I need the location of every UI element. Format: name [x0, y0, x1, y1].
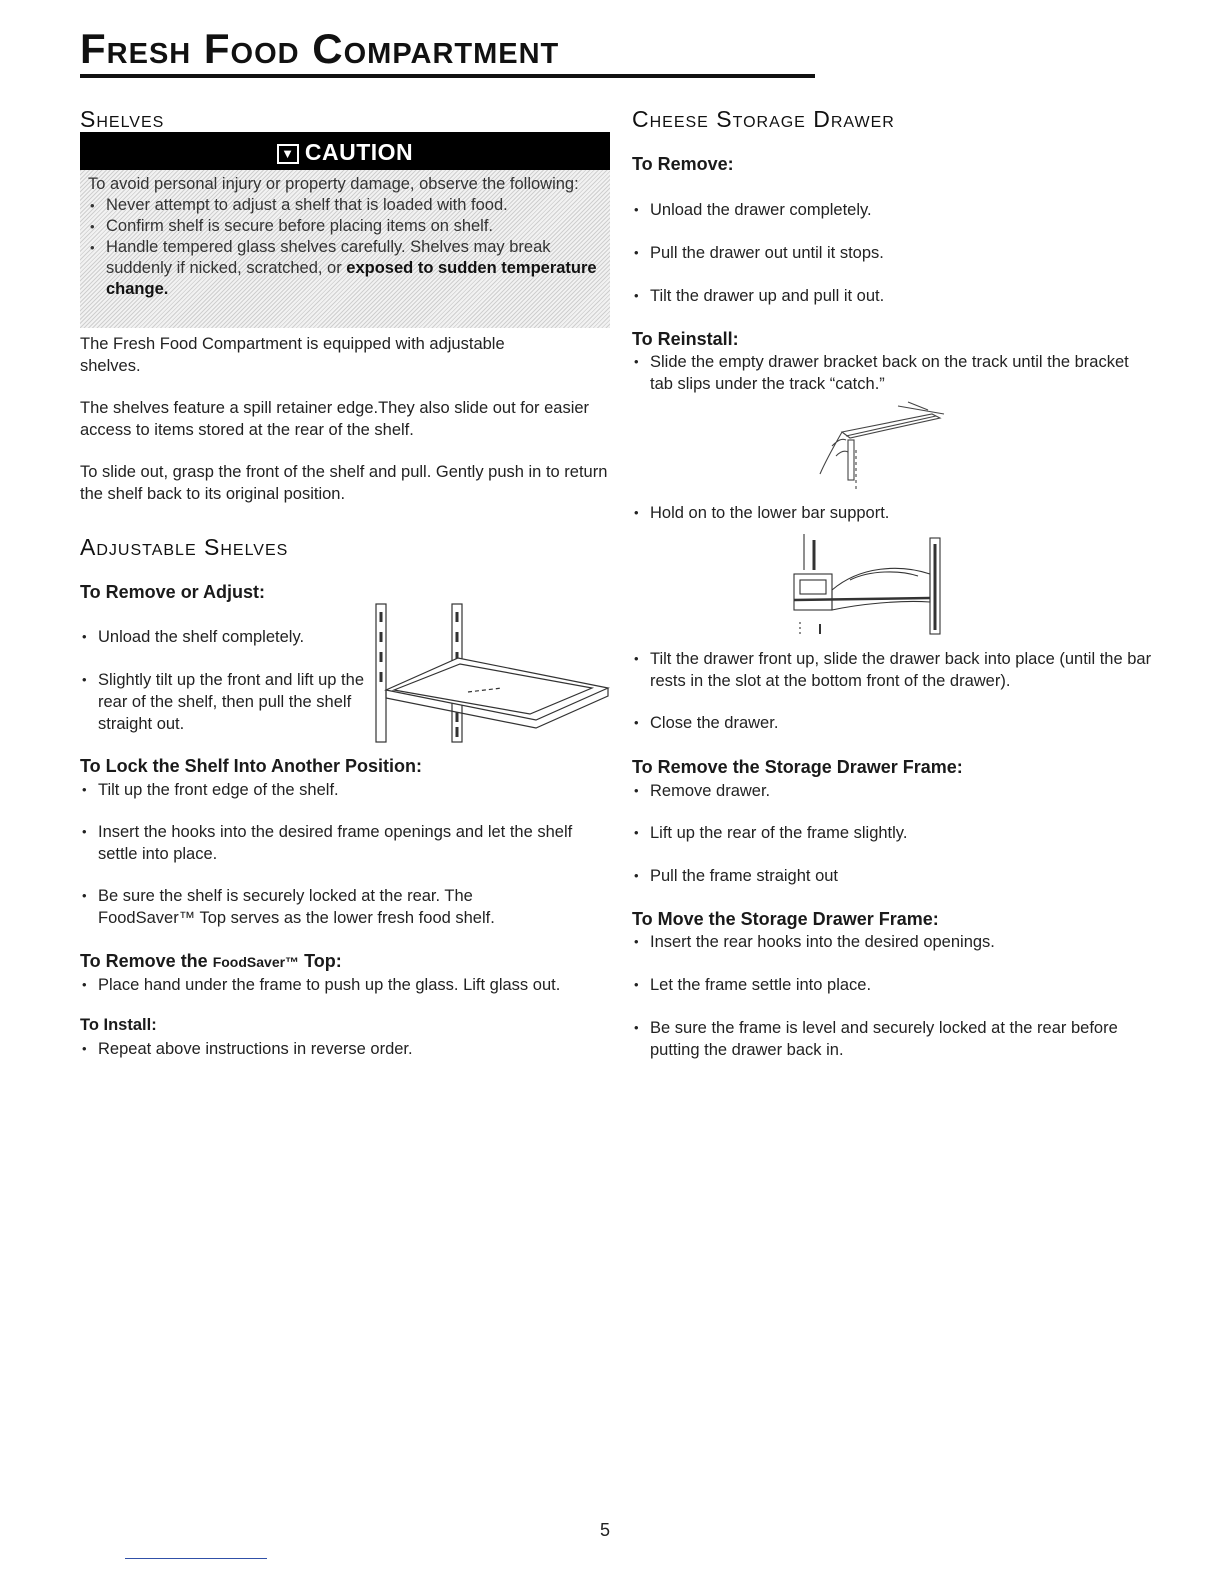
adjustable-shelves-heading: Adjustable Shelves [80, 534, 289, 560]
caution-item: • Handle tempered glass shelves carefully. Shelves may break suddenly if nicked, scratched, or exposed to sudden temperature change. [80, 237, 610, 300]
list-item: • Repeat above instructions in reverse order. [80, 1038, 598, 1060]
list-item: • Unload the shelf completely. [80, 626, 378, 648]
list-item: • Tilt up the front edge of the shelf. [80, 779, 598, 801]
list-item: • Tilt the drawer front up, slide the drawer back into place (until the bar rests in the slot at the bottom front of the drawer). [632, 648, 1170, 692]
list-item: • Remove drawer. [632, 780, 1150, 802]
list-item: • Be sure the frame is level and securely locked at the rear before putting the drawer back in. [632, 1017, 1150, 1061]
list-item: • Lift up the rear of the frame slightly. [632, 822, 1150, 844]
list-item: • Slide the empty drawer bracket back on the track until the bracket tab slips under the track “catch.” [632, 351, 1150, 395]
caution-box [80, 132, 610, 328]
page-title: Fresh Food Compartment [80, 24, 815, 78]
list-item: • Place hand under the frame to push up the glass. Lift glass out. [80, 974, 628, 996]
caution-item: • Confirm shelf is secure before placing items on shelf. [80, 216, 610, 237]
list-item: • Hold on to the lower bar support. [632, 502, 1150, 524]
remove-frame-heading: To Remove the Storage Drawer Frame: [632, 757, 963, 777]
spill-paragraph: The shelves feature a spill retainer edge.They also slide out for easier access to items stored at the rear of the shelf. [80, 399, 590, 439]
list-item: • Slightly tilt up the front and lift up the rear of the shelf, then pull the shelf straight out. [80, 669, 368, 735]
cheese-drawer-heading: Cheese Storage Drawer [632, 106, 895, 132]
list-item: • Be sure the shelf is securely locked at the rear. The FoodSaver™ Top serves as the lower fresh food shelf. [80, 885, 568, 929]
lock-shelf-heading: To Lock the Shelf Into Another Position: [80, 756, 422, 776]
reinstall-heading: To Reinstall: [632, 329, 739, 349]
caution-shield-icon: ▼ [277, 144, 299, 164]
slide-paragraph: To slide out, grasp the front of the shelf and pull. Gently push in to return the shelf back to its original position. [80, 463, 608, 503]
install-heading: To Install: [80, 1016, 157, 1034]
list-item: • Insert the hooks into the desired frame openings and let the shelf settle into place. [80, 821, 598, 865]
caution-emphasis: exposed to sudden temperature change. [106, 259, 597, 298]
caution-label: CAUTION [304, 139, 414, 165]
list-item: • Close the drawer. [632, 712, 1150, 734]
remove-adjust-heading: To Remove or Adjust: [80, 582, 266, 602]
move-frame-heading: To Move the Storage Drawer Frame: [632, 909, 939, 929]
caution-header [80, 132, 610, 170]
shelves-heading: Shelves [80, 106, 165, 132]
footer-rule [125, 1558, 267, 1559]
remove-foodsaver-heading: To Remove the FoodSaver™ Top: [80, 951, 342, 971]
list-item: • Tilt the drawer up and pull it out. [632, 285, 1150, 307]
remove-drawer-heading: To Remove: [632, 154, 734, 174]
caution-item: • Never attempt to adjust a shelf that is loaded with food. [80, 195, 610, 216]
list-item: • Let the frame settle into place. [632, 974, 1150, 996]
shelf-illustration [372, 602, 612, 744]
list-item: • Pull the frame straight out [632, 865, 1150, 887]
drawer-bracket-illustration [812, 396, 952, 494]
caution-body [80, 170, 610, 300]
lower-bar-illustration [790, 530, 955, 638]
page-number: 5 [600, 1520, 611, 1540]
intro-paragraph: The Fresh Food Compartment is equipped with adjustable shelves. [80, 335, 505, 375]
list-item: • Pull the drawer out until it stops. [632, 242, 1150, 264]
caution-intro: To avoid personal injury or property damage, observe the following: [88, 175, 579, 193]
list-item: • Insert the rear hooks into the desired openings. [632, 931, 1150, 953]
list-item: • Unload the drawer completely. [632, 199, 1150, 221]
